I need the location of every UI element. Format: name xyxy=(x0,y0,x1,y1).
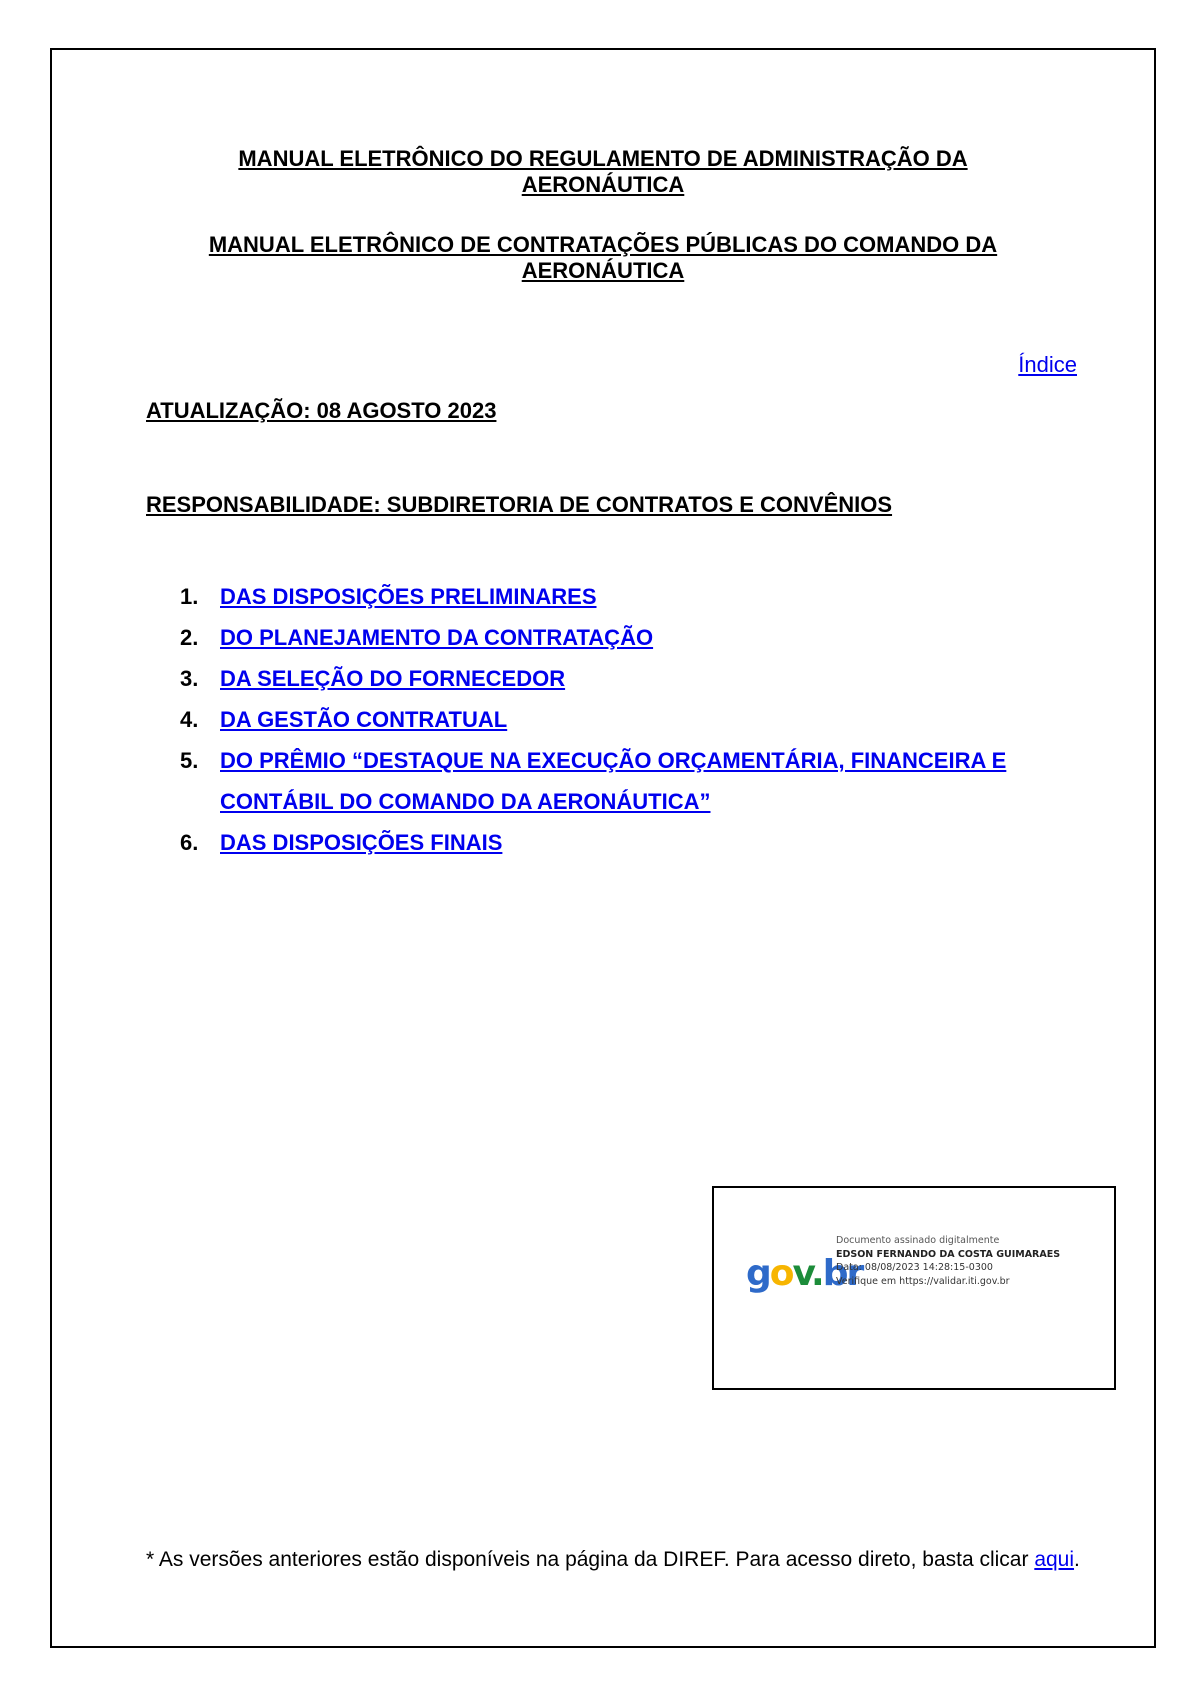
index-link[interactable]: Índice xyxy=(1018,352,1077,377)
update-date: ATUALIZAÇÃO: 08 AGOSTO 2023 xyxy=(146,398,497,423)
toc-link-planejamento[interactable]: DO PLANEJAMENTO DA CONTRATAÇÃO xyxy=(220,625,654,650)
toc-number: 5. xyxy=(180,748,199,773)
toc-number: 2. xyxy=(180,625,199,650)
toc-link-selecao-fornecedor[interactable]: DA SELEÇÃO DO FORNECEDOR xyxy=(220,666,566,691)
toc-item xyxy=(180,740,1110,822)
footnote-end: . xyxy=(1074,1548,1080,1571)
signature-signer: EDSON FERNANDO DA COSTA GUIMARAES xyxy=(836,1248,1061,1260)
toc-link-disposicoes-finais[interactable]: DAS DISPOSIÇÕES FINAIS xyxy=(220,830,503,855)
page-frame xyxy=(50,48,1156,1648)
toc-link-disposicoes-preliminares[interactable]: DAS DISPOSIÇÕES PRELIMINARES xyxy=(220,584,597,609)
responsibility: RESPONSABILIDADE: SUBDIRETORIA DE CONTRATOS E CONVÊNIOS xyxy=(146,492,893,517)
signature-date: Data: 08/08/2023 14:28:15-0300 xyxy=(836,1262,993,1273)
signature-details xyxy=(836,1234,1060,1288)
toc-item xyxy=(180,576,1110,617)
manual-title-raer xyxy=(52,146,1154,198)
title-line: AERONÁUTICA xyxy=(521,172,685,197)
title-line: MANUAL ELETRÔNICO DE CONTRATAÇÕES PÚBLICAS DO COMANDO DA xyxy=(208,232,998,257)
toc-item xyxy=(180,617,1110,658)
previous-versions-link[interactable]: aqui xyxy=(1034,1548,1075,1571)
manual-title-contratacoes xyxy=(52,232,1154,284)
toc-item xyxy=(180,658,1110,699)
toc-link-gestao-contratual[interactable]: DA GESTÃO CONTRATUAL xyxy=(220,707,508,732)
toc-number: 1. xyxy=(180,584,199,609)
toc-number: 3. xyxy=(180,666,199,691)
toc-number: 6. xyxy=(180,830,199,855)
toc-item xyxy=(180,699,1110,740)
signature-header: Documento assinado digitalmente xyxy=(836,1235,1000,1246)
title-line: AERONÁUTICA xyxy=(521,258,685,283)
toc-item xyxy=(180,822,1110,863)
footnote xyxy=(146,1547,1106,1573)
table-of-contents xyxy=(180,576,1110,863)
toc-number: 4. xyxy=(180,707,199,732)
toc-link-premio-destaque[interactable]: DO PRÊMIO “DESTAQUE NA EXECUÇÃO ORÇAMENTÁRIA, FINANCEIRA E CONTÁBIL DO COMANDO DA AERONÁUTICA” xyxy=(220,748,1007,814)
govbr-logo: gov.br xyxy=(746,1253,863,1294)
footnote-text: * As versões anteriores estão disponíveis na página da DIREF. Para acesso direto, basta clicar xyxy=(146,1548,1035,1571)
title-line: MANUAL ELETRÔNICO DO REGULAMENTO DE ADMINISTRAÇÃO DA xyxy=(238,146,968,171)
digital-signature-stamp xyxy=(712,1186,1116,1390)
signature-verify: Verifique em https://validar.iti.gov.br xyxy=(836,1275,1010,1287)
